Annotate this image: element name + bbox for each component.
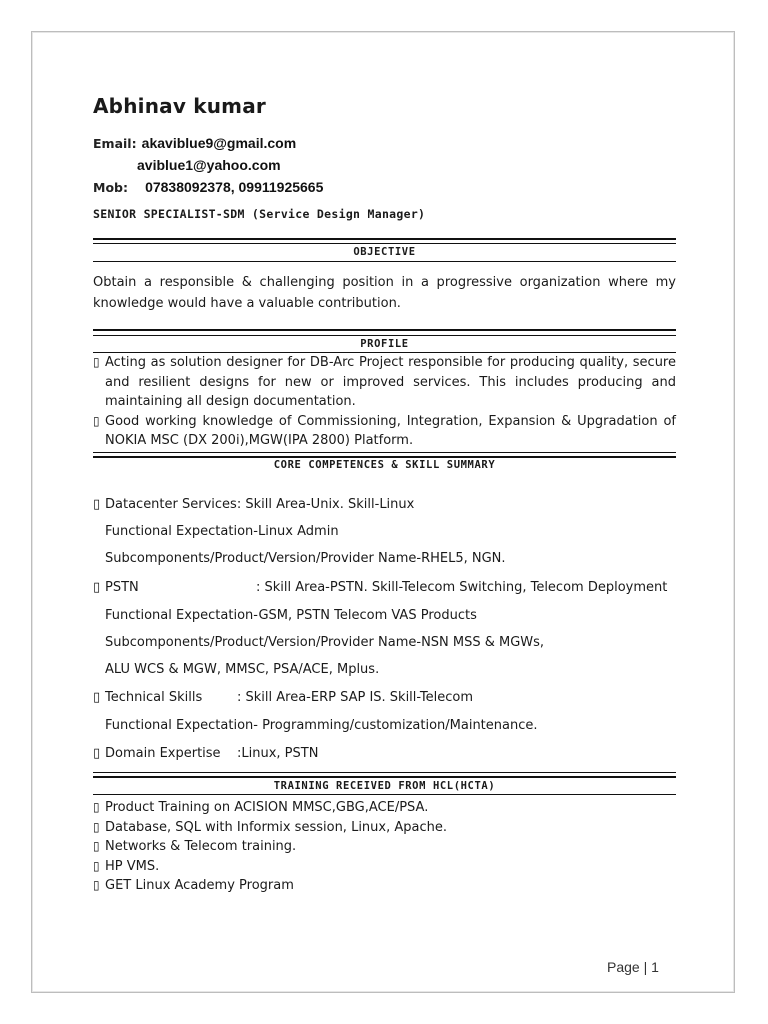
training-item: Networks & Telecom training. [105,839,297,854]
section-rule [93,335,676,336]
competence-line: : Skill Area-PSTN. Skill-Telecom Switching, Telecom Deployment [256,580,668,595]
profile-item: Acting as solution designer for DB-Arc Project responsible for producing quality, secure and resilient designs for new or improved services. This includes producing and maintaining all design documentation. [105,355,676,409]
competences-heading: CORE COMPETENCES & SKILL SUMMARY [273,459,496,471]
section-rule [93,456,676,458]
section-rule [93,329,676,331]
section-rule [93,238,676,240]
bullet-icon: ▯ [93,858,100,873]
profile-heading: PROFILE [360,338,409,350]
training-heading: TRAINING RECEIVED FROM HCL(HCTA) [273,780,496,792]
bullet-icon: ▯ [93,800,100,814]
email-secondary-row [137,155,281,174]
training-item: HP VMS. [105,858,160,874]
list-item [93,353,676,412]
mobile-row [93,177,323,196]
competence-line: ALU WCS & MGW, MMSC, PSA/ACE, Mplus. [105,662,380,677]
competence-line: Subcomponents/Product/Version/Provider Name-RHEL5, NGN. [105,551,506,566]
competence-line: Subcomponents/Product/Version/Provider Name-NSN MSS & MGWs, [105,635,545,650]
profile-item: Good working knowledge of Commissioning, Integration, Expansion & Upgradation of NOKIA MSC (DX 200i),MGW(IPA 2800) Platform. [105,413,676,448]
email-label: Email: [93,136,137,151]
bullet-icon: ▯ [93,580,101,595]
objective-text: Obtain a responsible & challenging position in a progressive organization where my knowledge would have a valuable contribution. [93,275,676,311]
competence-line: Technical Skills [105,690,203,705]
bullet-icon: ▯ [93,746,101,761]
competence-line: Domain Expertise [105,746,221,761]
section-rule [93,772,676,773]
candidate-name: Abhinav kumar [93,94,266,118]
bullet-icon: ▯ [93,497,101,512]
mobile-value: 07838092378, 09911925665 [145,179,324,195]
list-item [93,798,676,818]
section-rule [93,452,676,453]
job-title: SENIOR SPECIALIST-SDM (Service Design Manager) [93,207,426,221]
bullet-icon: ▯ [93,690,101,705]
list-item [93,876,676,896]
list-item [93,412,676,451]
section-rule [93,261,676,262]
bullet-icon: ▯ [93,819,100,834]
email-primary: akaviblue9@gmail.com [141,135,297,151]
training-item: GET Linux Academy Program [105,878,294,893]
mobile-label: Mob: [93,180,128,195]
list-item [93,837,676,857]
competence-line: Datacenter Services: Skill Area-Unix. Skill-Linux [105,497,415,512]
competence-line: Functional Expectation- Programming/customization/Maintenance. [105,718,538,733]
section-rule [93,776,676,778]
list-item [93,857,676,877]
bullet-icon: ▯ [93,413,100,428]
section-rule [93,794,676,795]
section-rule [93,243,676,244]
competence-line: :Linux, PSTN [237,746,319,761]
competence-line: Functional Expectation-GSM, PSTN Telecom VAS Products [105,608,477,623]
objective-heading: OBJECTIVE [353,246,416,258]
email-secondary: aviblue1@yahoo.com [137,157,281,173]
competence-line: : Skill Area-ERP SAP IS. Skill-Telecom [237,690,474,705]
bullet-icon: ▯ [93,839,100,853]
list-item [93,818,676,838]
training-list [93,798,676,896]
competence-line: PSTN [105,580,139,595]
training-item: Product Training on ACISION MMSC,GBG,ACE/PSA. [105,800,429,815]
competence-line: Functional Expectation-Linux Admin [105,524,339,539]
email-row [93,133,296,152]
bullet-icon: ▯ [93,355,100,369]
page-number: Page | 1 [607,959,659,975]
training-item: Database, SQL with Informix session, Linux, Apache. [105,819,447,835]
profile-list [93,353,676,451]
bullet-icon: ▯ [93,878,100,892]
